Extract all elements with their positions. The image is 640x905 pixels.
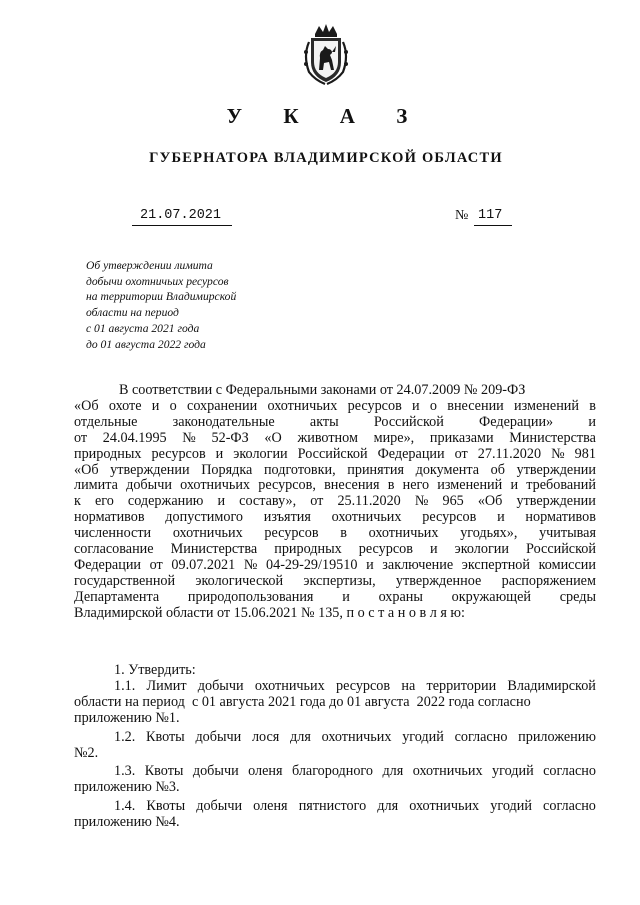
word: «Об bbox=[477, 493, 503, 510]
word: него bbox=[402, 477, 430, 494]
preamble-line bbox=[74, 383, 596, 399]
word: и bbox=[510, 477, 519, 494]
word: угодьях», bbox=[460, 525, 518, 542]
word: Квоты bbox=[146, 798, 186, 815]
word: пятнистого bbox=[298, 798, 367, 815]
word: охотничьих bbox=[412, 763, 483, 780]
word: требований bbox=[526, 477, 596, 494]
word: изъятия bbox=[263, 509, 311, 526]
word: утверждении bbox=[516, 493, 596, 510]
word: внесения bbox=[324, 477, 380, 494]
word: «О bbox=[264, 429, 282, 446]
word: от bbox=[74, 429, 88, 446]
word: Министерства bbox=[509, 429, 596, 446]
word: подготовки, bbox=[263, 461, 336, 478]
word: документа bbox=[415, 461, 480, 478]
word: изменений bbox=[437, 477, 503, 494]
item-1: 1. Утвердить: bbox=[114, 662, 196, 678]
word: в bbox=[589, 397, 596, 414]
preamble-line bbox=[74, 494, 596, 510]
word: сохранении bbox=[187, 397, 258, 414]
word: «Об bbox=[74, 461, 99, 478]
word: охотничьих bbox=[267, 397, 338, 414]
word: согласно bbox=[454, 728, 508, 745]
date-underline bbox=[132, 225, 232, 226]
word: экологии bbox=[454, 541, 509, 558]
number-underline bbox=[474, 225, 512, 226]
item-1-4-line: приложению №4. bbox=[74, 814, 180, 831]
subject-line: области на период bbox=[86, 306, 179, 320]
word: для bbox=[377, 798, 399, 815]
subject-line: на территории Владимирской bbox=[86, 290, 237, 304]
preamble-line bbox=[74, 542, 596, 558]
word: благородного bbox=[291, 763, 373, 780]
word: утверждении bbox=[110, 461, 190, 478]
word: для bbox=[382, 763, 404, 780]
word: от bbox=[454, 445, 468, 462]
word: Российской bbox=[373, 413, 444, 430]
word: территории bbox=[426, 677, 497, 694]
word: добычи bbox=[195, 728, 242, 745]
word: и bbox=[151, 397, 160, 414]
word: его bbox=[94, 493, 114, 510]
word: охоте bbox=[108, 397, 142, 414]
word: содержанию bbox=[127, 493, 204, 510]
word: Федерации bbox=[377, 445, 445, 462]
word: государственной bbox=[74, 572, 176, 589]
word: 24.04.1995 bbox=[102, 429, 167, 446]
word: Департамента bbox=[74, 588, 160, 605]
decree-number: 117 bbox=[478, 208, 503, 223]
word: Федерации bbox=[74, 556, 142, 573]
word: Министерства bbox=[170, 541, 258, 558]
word: среды bbox=[559, 588, 596, 605]
word: ресурсов bbox=[347, 397, 402, 414]
word: и bbox=[215, 445, 224, 462]
word: № bbox=[243, 556, 258, 573]
word: экологической bbox=[195, 572, 284, 589]
word: в bbox=[387, 477, 395, 494]
word: угодий bbox=[490, 798, 532, 815]
word: о bbox=[429, 397, 437, 414]
item-1-1-line: области на период с 01 августа 2021 года до 01 августа 2022 года согласно bbox=[74, 693, 531, 710]
word: лося bbox=[251, 728, 280, 745]
word: 981 bbox=[574, 445, 596, 462]
preamble-line bbox=[74, 463, 596, 479]
word: охотничьих bbox=[321, 728, 392, 745]
word: нормативов bbox=[525, 509, 596, 526]
word: и bbox=[366, 556, 374, 573]
word: ресурсов bbox=[151, 445, 206, 462]
preamble-line bbox=[74, 574, 596, 590]
item-1-3-line: приложению №3. bbox=[74, 779, 180, 796]
item-1-3-line bbox=[74, 764, 596, 780]
word: заключение bbox=[382, 556, 454, 573]
word: составу», bbox=[239, 493, 297, 510]
word: ресурсов bbox=[422, 509, 477, 526]
item-1-1-line bbox=[74, 679, 596, 695]
decree-subject bbox=[86, 258, 286, 352]
word: ресурсов, bbox=[258, 477, 316, 494]
word: от bbox=[310, 493, 324, 510]
word: В соответствии с Федеральными законами от 24.07.2009 № 209-ФЗ bbox=[119, 382, 526, 398]
word: согласно bbox=[543, 798, 596, 815]
word: Владимирской bbox=[507, 677, 596, 694]
word: № bbox=[551, 445, 565, 462]
word: 965 bbox=[442, 493, 464, 510]
word: Квоты bbox=[146, 728, 185, 745]
preamble-line bbox=[74, 558, 596, 574]
word: отдельные bbox=[74, 413, 138, 430]
word: и bbox=[412, 397, 420, 414]
word: и bbox=[217, 493, 226, 510]
word: охотничьих bbox=[180, 477, 251, 494]
word: 09.07.2021 bbox=[171, 556, 236, 573]
word: лимита bbox=[74, 477, 118, 494]
word: акты bbox=[309, 413, 339, 430]
word: угодий bbox=[402, 728, 444, 745]
word: утверждении bbox=[516, 461, 596, 478]
preamble-line bbox=[74, 526, 596, 542]
word: 04-29-29/19510 bbox=[266, 556, 358, 573]
word: на bbox=[401, 677, 416, 694]
resolution-items bbox=[74, 663, 596, 831]
preamble-line bbox=[74, 590, 596, 606]
word: окружающей bbox=[451, 588, 531, 605]
word: 52-ФЗ bbox=[211, 429, 249, 446]
word: приложению bbox=[518, 728, 596, 745]
word: природных bbox=[74, 445, 142, 462]
word: Российской bbox=[526, 541, 596, 558]
word: внесении bbox=[447, 397, 504, 414]
word: допустимого bbox=[165, 509, 244, 526]
word: 1.2. bbox=[114, 728, 136, 745]
word: и bbox=[429, 541, 438, 558]
word: 1.1. bbox=[114, 677, 136, 694]
word: учитывая bbox=[539, 525, 596, 542]
word: ресурсов bbox=[358, 541, 413, 558]
word: законодательные bbox=[172, 413, 275, 430]
decree-title: У К А З bbox=[226, 104, 426, 128]
word: Владимирской области от 15.06.2021 № 135, п о с т а н о в л я ю: bbox=[74, 604, 465, 621]
word: охотничьих bbox=[368, 525, 439, 542]
word: экологии bbox=[233, 445, 288, 462]
word: принятия bbox=[347, 461, 404, 478]
subject-line: с 01 августа 2021 года bbox=[86, 321, 200, 335]
word: комиссии bbox=[538, 556, 596, 573]
item-1-2-line bbox=[74, 730, 596, 746]
word: добычи bbox=[192, 763, 239, 780]
item-1-4-line bbox=[74, 799, 596, 815]
word: охотничьих bbox=[254, 677, 325, 694]
word: и bbox=[497, 509, 505, 526]
item-1-2-line: №2. bbox=[74, 744, 99, 761]
word: животном bbox=[297, 429, 358, 446]
word: Лимит bbox=[146, 677, 187, 694]
word: мире», bbox=[373, 429, 415, 446]
word: «Об bbox=[74, 397, 99, 414]
word: изменений bbox=[514, 397, 579, 414]
item-1-1-line: приложению №1. bbox=[74, 709, 180, 726]
word: и bbox=[588, 413, 596, 430]
word: ресурсов bbox=[335, 677, 391, 694]
number-label: № bbox=[455, 208, 469, 223]
word: приказами bbox=[429, 429, 494, 446]
preamble-paragraph bbox=[74, 383, 596, 622]
word: 25.11.2020 bbox=[337, 493, 401, 510]
word: природопользования bbox=[187, 588, 314, 605]
preamble-line bbox=[74, 478, 596, 494]
word: нормативов bbox=[74, 509, 145, 526]
decree-issuer: ГУБЕРНАТОРА ВЛАДИМИРСКОЙ ОБЛАСТИ bbox=[149, 150, 503, 166]
word: охотничьих bbox=[331, 509, 402, 526]
coat-of-arms-icon bbox=[301, 22, 351, 86]
word: 1.3. bbox=[114, 763, 136, 780]
word: ресурсов bbox=[264, 525, 319, 542]
word: и bbox=[342, 588, 350, 605]
word: согласование bbox=[74, 541, 154, 558]
word: об bbox=[490, 461, 505, 478]
word: для bbox=[290, 728, 311, 745]
word: экспертизы, bbox=[303, 572, 376, 589]
subject-line: Об утверждении лимита bbox=[86, 259, 213, 272]
word: Порядка bbox=[201, 461, 253, 478]
subject-line: добычи охотничьих ресурсов bbox=[86, 274, 229, 288]
word: добычи bbox=[196, 798, 243, 815]
word: о bbox=[169, 397, 177, 414]
word: добычи bbox=[126, 477, 172, 494]
word: Квоты bbox=[144, 763, 184, 780]
word: численности bbox=[74, 525, 152, 542]
preamble-line bbox=[74, 510, 596, 526]
word: добычи bbox=[197, 677, 244, 694]
word: охраны bbox=[378, 588, 423, 605]
word: охотничьих bbox=[409, 798, 480, 815]
word: оленя bbox=[253, 798, 288, 815]
word: согласно bbox=[543, 763, 596, 780]
word: Федерации» bbox=[479, 413, 554, 430]
word: природных bbox=[274, 541, 342, 558]
word: № bbox=[182, 429, 196, 446]
subject-line: до 01 августа 2022 года bbox=[86, 337, 206, 351]
preamble-line bbox=[74, 415, 596, 431]
word: распоряжением bbox=[501, 572, 596, 589]
word: оленя bbox=[248, 763, 283, 780]
word: угодий bbox=[492, 763, 534, 780]
word: от bbox=[149, 556, 163, 573]
preamble-line bbox=[74, 606, 596, 622]
word: экспертной bbox=[461, 556, 530, 573]
word: утвержденное bbox=[395, 572, 482, 589]
preamble-line bbox=[74, 399, 596, 415]
preamble-line bbox=[74, 447, 596, 463]
preamble-line bbox=[74, 431, 596, 447]
word: к bbox=[74, 493, 81, 510]
word: в bbox=[340, 525, 347, 542]
word: № bbox=[414, 493, 429, 510]
word: охотничьих bbox=[172, 525, 243, 542]
word: 1.4. bbox=[114, 798, 136, 815]
word: Российской bbox=[297, 445, 368, 462]
word: 27.11.2020 bbox=[477, 445, 542, 462]
decree-date: 21.07.2021 bbox=[140, 208, 222, 223]
